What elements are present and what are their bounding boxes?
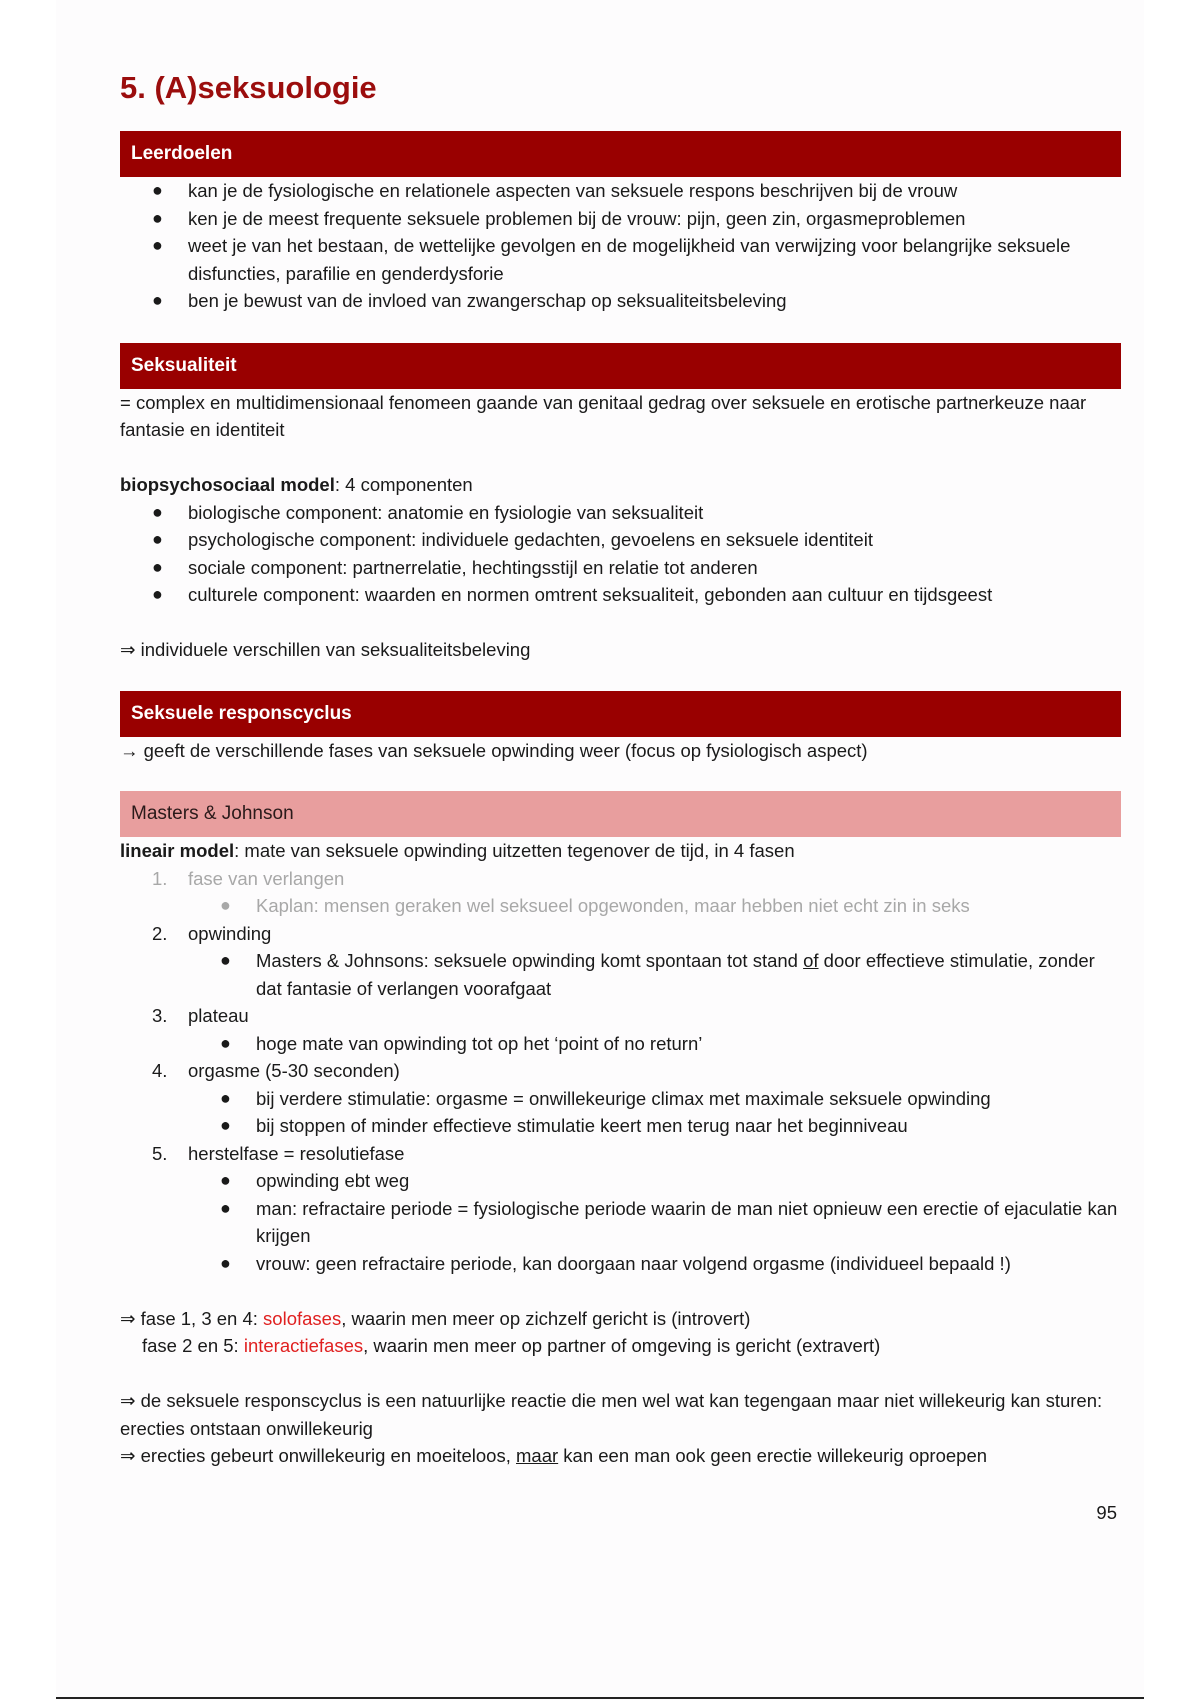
bullet-icon: ●	[220, 1170, 231, 1190]
bullet-icon: ●	[220, 1252, 231, 1273]
bullet-icon: ●	[220, 1032, 231, 1053]
bullet-icon: ●	[220, 950, 231, 970]
bullet-icon: ●	[152, 180, 163, 200]
bullet-icon: ●	[152, 529, 163, 549]
section-header-responscyclus: Seksuele responscyclus	[120, 691, 1121, 737]
definition-text: = complex en multidimensionaal fenomeen gaande van genitaal gedrag over seksuele en erotische partnerkeuze naar fantasie en identiteit	[120, 391, 1087, 440]
list-item: ● ben je bewust van de invloed van zwangerschap op seksualiteitsbeleving	[120, 287, 1121, 315]
summary-line: fase 2 en 5: interactiefases, waarin men meer op partner of omgeving is gericht (extravert)	[142, 1335, 881, 1356]
responscyclus-intro: → geeft de verschillende fases van seksuele opwinding weer (focus op fysiologisch aspect)	[120, 739, 868, 761]
section-header-leerdoelen: Leerdoelen	[120, 131, 1121, 177]
list-item: ● culturele component: waarden en normen omtrent seksualiteit, gebonden aan cultuur en tijdsgeest	[120, 581, 1121, 609]
bullet-icon: ●	[152, 290, 163, 310]
numbered-item: 2. opwinding	[152, 922, 272, 944]
numbered-item: 4. orgasme (5-30 seconden)	[152, 1060, 400, 1081]
page-number: 95	[1096, 1502, 1117, 1523]
subsection-header-masters-johnson: Masters & Johnson	[120, 791, 1121, 837]
conclusion-text: ⇒ individuele verschillen van seksualiteitsbeleving	[120, 639, 531, 660]
list-item: ● vrouw: geen refractaire periode, kan doorgaan naar volgend orgasme (individueel bepaald !)	[120, 1250, 1121, 1278]
bullet-icon: ●	[152, 584, 163, 604]
bullet-icon: ●	[152, 556, 163, 577]
summary-line: ⇒ fase 1, 3 en 4: solofases, waarin men meer op zichzelf gericht is (introvert)	[120, 1307, 751, 1329]
list-item: ● bij stoppen of minder effectieve stimulatie keert men terug naar het beginniveau	[120, 1112, 1121, 1140]
list-item: ● hoge mate van opwinding tot op het ‘point of no return’	[120, 1030, 1121, 1058]
section-header-seksualiteit: Seksualiteit	[120, 343, 1121, 389]
list-item: ● ken je de meest frequente seksuele problemen bij de vrouw: pijn, geen zin, orgasmeproblemen	[120, 205, 1121, 233]
list-item: ● opwinding ebt weg	[120, 1167, 1121, 1195]
bullet-icon: ●	[220, 895, 231, 915]
list-item: ● Masters & Johnsons: seksuele opwinding komt spontaan tot stand of door effectieve stimulatie, zonder dat fantasie of verlangen voorafgaat	[120, 947, 1121, 1002]
list-item: ● sociale component: partnerrelatie, hechtingsstijl en relatie tot anderen	[120, 554, 1121, 582]
bullet-icon: ●	[220, 1087, 231, 1108]
footer-divider	[56, 1697, 1144, 1699]
list-item: ● man: refractaire periode = fysiologische periode waarin de man niet opnieuw een erectie of ejaculatie kan krijgen	[120, 1195, 1121, 1250]
list-item: ● bij verdere stimulatie: orgasme = onwillekeurige climax met maximale seksuele opwinding	[120, 1085, 1121, 1113]
page-content	[120, 66, 1121, 1470]
list-item: ● Kaplan: mensen geraken wel seksueel opgewonden, maar hebben niet echt zin in seks	[120, 892, 1121, 920]
list-item: ● kan je de fysiologische en relationele aspecten van seksuele respons beschrijven bij de vrouw	[120, 177, 1121, 205]
numbered-item: 5. herstelfase = resolutiefase	[152, 1142, 405, 1164]
list-item: ● psychologische component: individuele gedachten, gevoelens en seksuele identiteit	[120, 526, 1121, 554]
conclusion-text: ⇒ de seksuele responscyclus is een natuurlijke reactie die men wel wat kan tegengaan maar niet willekeurig kan sturen: erecties ontstaan onwillekeurig	[120, 1390, 1103, 1439]
document-page	[56, 0, 1144, 1700]
bullet-icon: ●	[152, 235, 163, 255]
page-title: 5. (A)seksuologie	[120, 70, 377, 105]
bullet-icon: ●	[220, 1115, 231, 1135]
numbered-item: 1. fase van verlangen	[152, 867, 345, 889]
list-item: ● weet je van het bestaan, de wettelijke gevolgen en de mogelijkheid van verwijzing voor belangrijke seksuele disfuncties, parafilie en genderdysforie	[120, 232, 1121, 287]
list-item: ● biologische component: anatomie en fysiologie van seksualiteit	[120, 499, 1121, 527]
bullet-icon: ●	[152, 501, 163, 522]
conclusion-text: ⇒ erecties gebeurt onwillekeurig en moeiteloos, maar kan een man ook geen erectie willekeurig oproepen	[120, 1445, 988, 1466]
model-intro: lineair model: mate van seksuele opwinding uitzetten tegenover de tijd, in 4 fasen	[120, 840, 795, 861]
bullet-icon: ●	[152, 207, 163, 228]
model-intro: biopsychosociaal model: 4 componenten	[120, 474, 473, 495]
bullet-icon: ●	[220, 1197, 231, 1218]
numbered-item: 3. plateau	[152, 1005, 249, 1026]
